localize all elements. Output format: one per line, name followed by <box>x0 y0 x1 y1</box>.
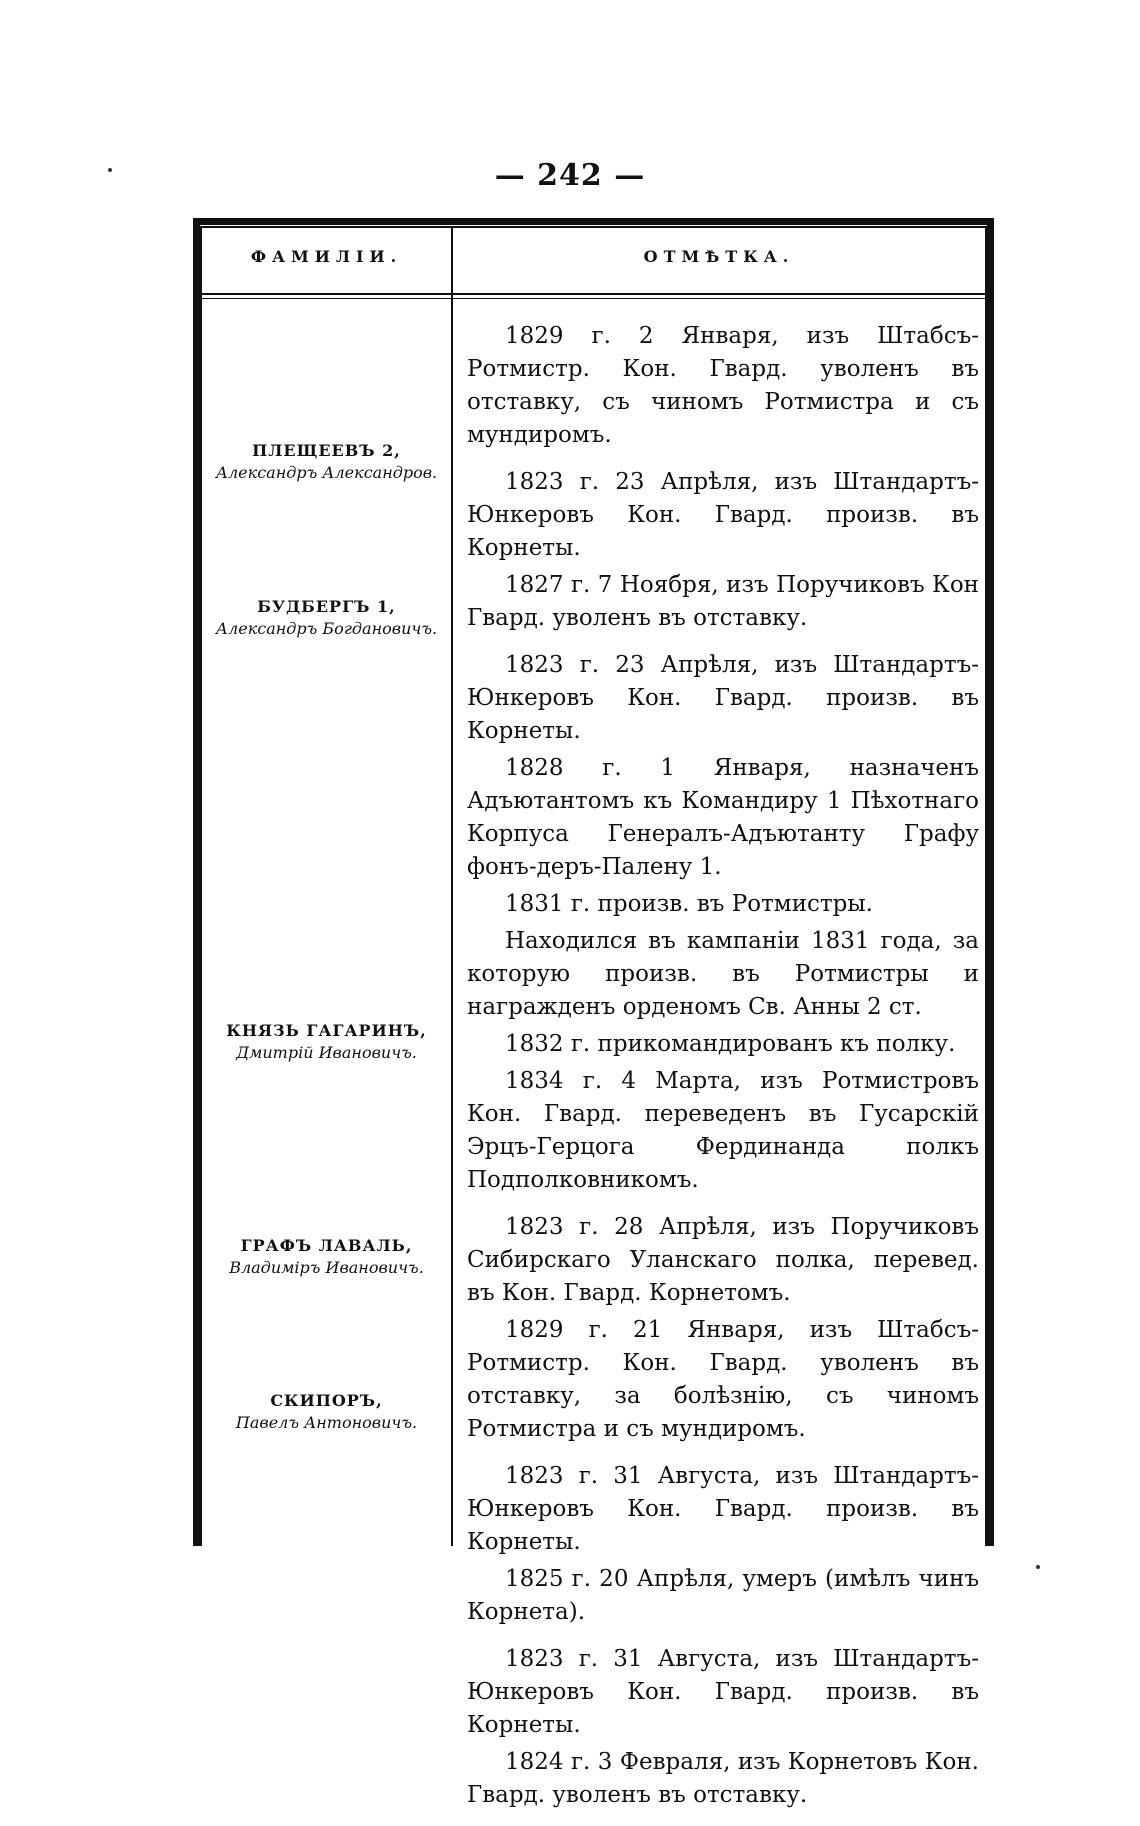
names-column-header: ФАМИЛІИ. <box>250 247 403 266</box>
entry-text: 1829 г. 2 Января, изъ Штабсъ-Ротмистр. Кон. Гвард. уволенъ въ отставку, съ чиномъ Ротмистра и съ мундиромъ. <box>467 323 979 448</box>
page-number: — 242 — <box>494 158 646 193</box>
header-bottom-rule-thin <box>200 298 987 299</box>
given-name: Владиміръ Ивановичъ. <box>229 1258 424 1277</box>
entry-text: 1831 г. произв. въ Ротмистры. <box>505 891 873 917</box>
surname: БУДБЕРГЪ 1, <box>257 597 396 616</box>
entry-text: 1823 г. 28 Апрѣля, изъ Поручиковъ Сибирскаго Уланскаго полка, перевед. въ Кон. Гвард. Корнетомъ. <box>467 1214 979 1306</box>
notes-column <box>467 320 979 1826</box>
scan-speck <box>1036 1565 1040 1569</box>
entry-group <box>467 320 979 452</box>
frame-inner-left-rule <box>200 226 202 1546</box>
entry-text: Находился въ кампаніи 1831 года, за которую произв. въ Ротмистры и награжденъ орденомъ Св. Анны 2 ст. <box>467 928 979 1020</box>
surname: ГРАФЪ ЛАВАЛЬ, <box>240 1236 413 1255</box>
entry-text: 1823 г. 31 Августа, изъ Штандартъ-Юнкеровъ Кон. Гвард. произв. въ Корнеты. <box>467 1463 979 1555</box>
entry-text: 1828 г. 1 Января, назначенъ Адъютантомъ къ Командиру 1 Пѣхотнаго Корпуса Генералъ-Адъютанту Графу фонъ-деръ-Палену 1. <box>467 755 979 880</box>
entry-text: 1834 г. 4 Марта, изъ Ротмистровъ Кон. Гвард. переведенъ въ Гусарскій Эрцъ-Герцога Фердинанда полкъ Подполковникомъ. <box>467 1068 979 1193</box>
entry-text: 1823 г. 23 Апрѣля, изъ Штандартъ-Юнкеровъ Кон. Гвард. произв. въ Корнеты. <box>467 652 979 744</box>
surname: СКИПОРЪ, <box>270 1391 383 1410</box>
entry-group <box>467 466 979 635</box>
surname: КНЯЗЬ ГАГАРИНЪ, <box>226 1021 427 1040</box>
person-name <box>205 440 448 484</box>
entry-group <box>467 1643 979 1812</box>
entry-text: 1825 г. 20 Апрѣля, умеръ (имѣлъ чинъ Корнета). <box>467 1566 979 1625</box>
column-divider <box>451 228 453 1546</box>
entry-text: 1824 г. 3 Февраля, изъ Корнетовъ Кон. Гвард. уволенъ въ отставку. <box>467 1749 979 1808</box>
entry-text: 1829 г. 21 Января, изъ Штабсъ-Ротмистр. Кон. Гвард. уволенъ въ отставку, за болѣзнію, съ чиномъ Ротмистра и съ мундиромъ. <box>467 1317 979 1442</box>
entry-text: 1832 г. прикомандированъ къ полку. <box>505 1031 956 1057</box>
given-name: Александръ Богдановичъ. <box>215 619 438 638</box>
given-name: Павелъ Антоновичъ. <box>235 1413 418 1432</box>
person-name <box>205 1235 448 1279</box>
entry-text: 1823 г. 23 Апрѣля, изъ Штандартъ-Юнкеровъ Кон. Гвард. произв. въ Корнеты. <box>467 469 979 561</box>
scan-speck <box>108 168 112 172</box>
notes-column-header: ОТМѢТКА. <box>643 247 795 266</box>
entry-group <box>467 1211 979 1446</box>
entry-group <box>467 649 979 1197</box>
entry-text: 1823 г. 31 Августа, изъ Штандартъ-Юнкеровъ Кон. Гвард. произв. въ Корнеты. <box>467 1646 979 1738</box>
given-name: Александръ Александров. <box>215 463 438 482</box>
header-top-rule <box>200 226 987 228</box>
person-name <box>205 1390 448 1434</box>
person-name <box>205 1020 448 1064</box>
frame-inner-right-rule <box>985 226 987 1546</box>
entry-text: 1827 г. 7 Ноября, изъ Поручиковъ Кон Гвард. уволенъ въ отставку. <box>467 572 979 631</box>
entry-group <box>467 1460 979 1629</box>
surname: ПЛЕЩЕЕВЪ 2, <box>252 441 401 460</box>
given-name: Дмитрій Ивановичъ. <box>236 1043 417 1062</box>
person-name <box>205 596 448 640</box>
header-bottom-rule <box>200 293 987 295</box>
